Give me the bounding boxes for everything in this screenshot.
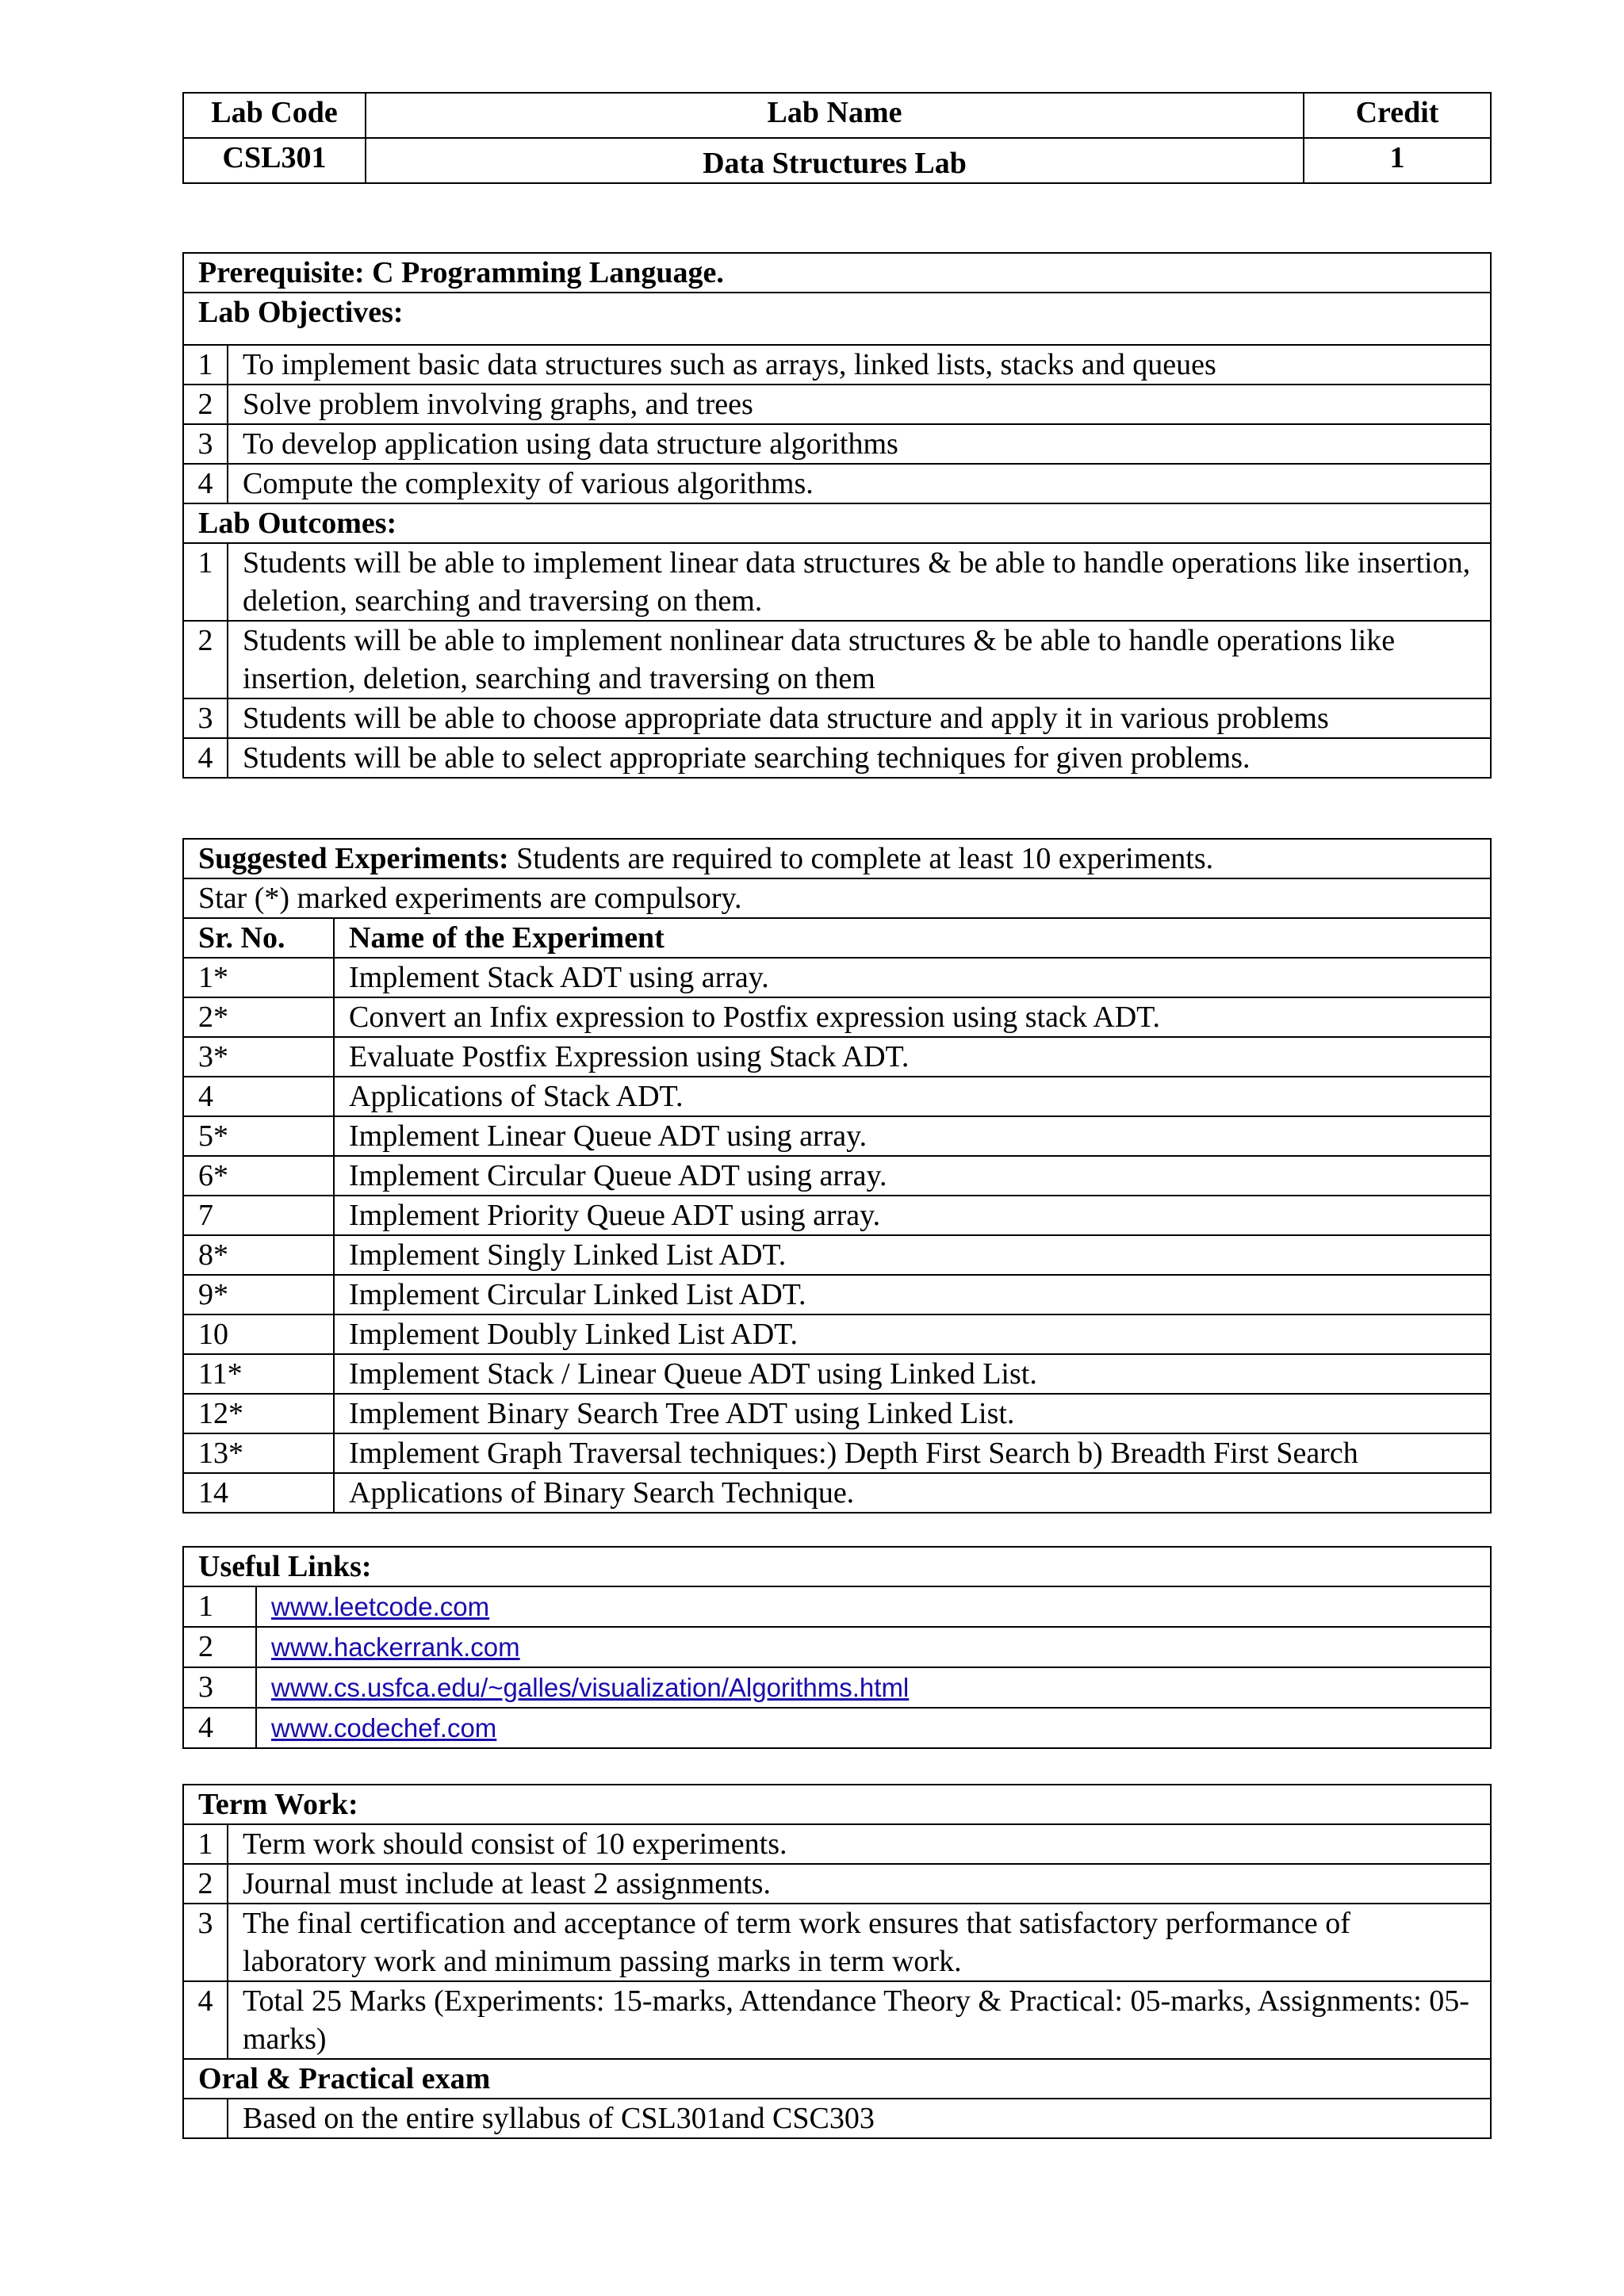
experiment-name: Implement Stack / Linear Queue ADT using Linked List. <box>334 1354 1491 1394</box>
link-row <box>183 1708 1491 1748</box>
experiment-name: Implement Circular Linked List ADT. <box>334 1275 1491 1314</box>
experiments-table <box>182 838 1492 1513</box>
experiment-sr: 7 <box>183 1196 334 1235</box>
experiment-sr: 2* <box>183 997 334 1037</box>
experiment-sr: 10 <box>183 1314 334 1354</box>
experiment-sr: 4 <box>183 1077 334 1116</box>
objective-row <box>183 385 1491 424</box>
experiment-sr: 14 <box>183 1473 334 1513</box>
term-work-number: 1 <box>183 1824 228 1864</box>
objective-number: 2 <box>183 385 228 424</box>
experiment-sr: 11* <box>183 1354 334 1394</box>
objective-number: 4 <box>183 464 228 503</box>
experiment-row <box>183 1275 1491 1314</box>
experiment-name: Implement Graph Traversal techniques:) Depth First Search b) Breadth First Search <box>334 1433 1491 1473</box>
experiment-row <box>183 997 1491 1037</box>
experiment-row <box>183 1196 1491 1235</box>
experiment-name: Evaluate Postfix Expression using Stack ADT. <box>334 1037 1491 1077</box>
objective-row <box>183 464 1491 503</box>
term-work-number: 3 <box>183 1904 228 1981</box>
link-number: 1 <box>183 1586 256 1627</box>
experiments-heading-text: Students are required to complete at least 10 experiments. <box>508 842 1214 875</box>
term-work-row <box>183 1864 1491 1904</box>
experiment-row <box>183 1077 1491 1116</box>
experiment-rows <box>183 958 1491 1513</box>
lab-name-value: Data Structures Lab <box>366 138 1304 183</box>
useful-links-heading: Useful Links: <box>183 1547 1491 1586</box>
experiment-row <box>183 1354 1491 1394</box>
hackerrank-link[interactable]: www.hackerrank.com <box>271 1632 520 1662</box>
experiment-name: Applications of Stack ADT. <box>334 1077 1491 1116</box>
outcome-number: 2 <box>183 621 228 698</box>
outcome-row <box>183 621 1491 698</box>
experiments-heading-label: Suggested Experiments: <box>198 842 509 875</box>
compulsory-note: Star (*) marked experiments are compulsory. <box>183 878 1491 918</box>
credit-header: Credit <box>1304 93 1491 138</box>
experiment-name: Implement Linear Queue ADT using array. <box>334 1116 1491 1156</box>
experiment-row <box>183 1314 1491 1354</box>
term-work-row <box>183 1904 1491 1981</box>
link-number: 4 <box>183 1708 256 1748</box>
experiment-name: Convert an Infix expression to Postfix expression using stack ADT. <box>334 997 1491 1037</box>
objective-row <box>183 345 1491 385</box>
outcome-text: Students will be able to implement linear data structures & be able to handle operations like insertion, deletion, searching and traversing on them. <box>228 543 1491 621</box>
experiment-row <box>183 1394 1491 1433</box>
experiment-sr: 1* <box>183 958 334 997</box>
outcome-text: Students will be able to choose appropriate data structure and apply it in various problems <box>228 698 1491 738</box>
term-work-text: The final certification and acceptance of term work ensures that satisfactory performance of laboratory work and minimum passing marks in term work. <box>228 1904 1491 1981</box>
experiment-row <box>183 1037 1491 1077</box>
lab-code-value: CSL301 <box>183 138 366 183</box>
codechef-link[interactable]: www.codechef.com <box>271 1713 497 1743</box>
lab-code-header: Lab Code <box>183 93 366 138</box>
prerequisite: Prerequisite: C Programming Language. <box>183 253 1491 293</box>
experiment-name: Implement Priority Queue ADT using array. <box>334 1196 1491 1235</box>
lab-name-header: Lab Name <box>366 93 1304 138</box>
lab-header-table <box>182 92 1492 184</box>
outcome-text: Students will be able to implement nonlinear data structures & be able to handle operations like insertion, deletion, searching and traversing on them <box>228 621 1491 698</box>
experiment-sr: 13* <box>183 1433 334 1473</box>
outcome-text: Students will be able to select appropriate searching techniques for given problems. <box>228 738 1491 778</box>
sr-no-header: Sr. No. <box>183 918 334 958</box>
link-row <box>183 1627 1491 1667</box>
experiment-row <box>183 1116 1491 1156</box>
experiment-row <box>183 1235 1491 1275</box>
experiment-name: Implement Stack ADT using array. <box>334 958 1491 997</box>
experiments-heading <box>183 839 1491 878</box>
credit-value: 1 <box>1304 138 1491 183</box>
experiment-name: Implement Doubly Linked List ADT. <box>334 1314 1491 1354</box>
objective-number: 1 <box>183 345 228 385</box>
leetcode-link[interactable]: www.leetcode.com <box>271 1592 490 1621</box>
experiment-sr: 6* <box>183 1156 334 1196</box>
experiment-row <box>183 1156 1491 1196</box>
term-work-text: Journal must include at least 2 assignments. <box>228 1864 1491 1904</box>
outcome-row <box>183 738 1491 778</box>
outcome-row <box>183 698 1491 738</box>
outcome-number: 4 <box>183 738 228 778</box>
experiment-name: Applications of Binary Search Technique. <box>334 1473 1491 1513</box>
link-number: 2 <box>183 1627 256 1667</box>
objective-text: Compute the complexity of various algorithms. <box>228 464 1491 503</box>
experiment-sr: 12* <box>183 1394 334 1433</box>
oral-practical-text: Based on the entire syllabus of CSL301and CSC303 <box>228 2099 1491 2138</box>
experiment-row <box>183 1433 1491 1473</box>
objectives-heading: Lab Objectives: <box>183 293 1491 345</box>
experiment-sr: 8* <box>183 1235 334 1275</box>
objective-text: To implement basic data structures such as arrays, linked lists, stacks and queues <box>228 345 1491 385</box>
objectives-table <box>182 252 1492 779</box>
oral-practical-heading: Oral & Practical exam <box>183 2059 1491 2099</box>
experiment-name: Implement Circular Queue ADT using array. <box>334 1156 1491 1196</box>
experiment-name-header: Name of the Experiment <box>334 918 1491 958</box>
outcome-row <box>183 543 1491 621</box>
link-row <box>183 1667 1491 1708</box>
experiment-sr: 5* <box>183 1116 334 1156</box>
term-work-table <box>182 1784 1492 2139</box>
outcome-number: 1 <box>183 543 228 621</box>
outcomes-heading: Lab Outcomes: <box>183 503 1491 543</box>
objective-row <box>183 424 1491 464</box>
visualization-link[interactable]: www.cs.usfca.edu/~galles/visualization/Algorithms.html <box>271 1673 910 1702</box>
experiment-row <box>183 1473 1491 1513</box>
objective-text: Solve problem involving graphs, and trees <box>228 385 1491 424</box>
term-work-heading: Term Work: <box>183 1785 1491 1824</box>
term-work-number: 4 <box>183 1981 228 2059</box>
term-work-text: Total 25 Marks (Experiments: 15-marks, Attendance Theory & Practical: 05-marks, Assignments: 05-marks) <box>228 1981 1491 2059</box>
useful-links-table <box>182 1546 1492 1749</box>
experiment-row <box>183 958 1491 997</box>
term-work-row <box>183 1824 1491 1864</box>
experiment-sr: 3* <box>183 1037 334 1077</box>
term-work-row <box>183 1981 1491 2059</box>
experiment-name: Implement Binary Search Tree ADT using Linked List. <box>334 1394 1491 1433</box>
term-work-number: 2 <box>183 1864 228 1904</box>
experiment-sr: 9* <box>183 1275 334 1314</box>
link-number: 3 <box>183 1667 256 1708</box>
experiment-name: Implement Singly Linked List ADT. <box>334 1235 1491 1275</box>
link-row <box>183 1586 1491 1627</box>
objective-number: 3 <box>183 424 228 464</box>
objective-text: To develop application using data structure algorithms <box>228 424 1491 464</box>
outcome-number: 3 <box>183 698 228 738</box>
term-work-text: Term work should consist of 10 experiments. <box>228 1824 1491 1864</box>
